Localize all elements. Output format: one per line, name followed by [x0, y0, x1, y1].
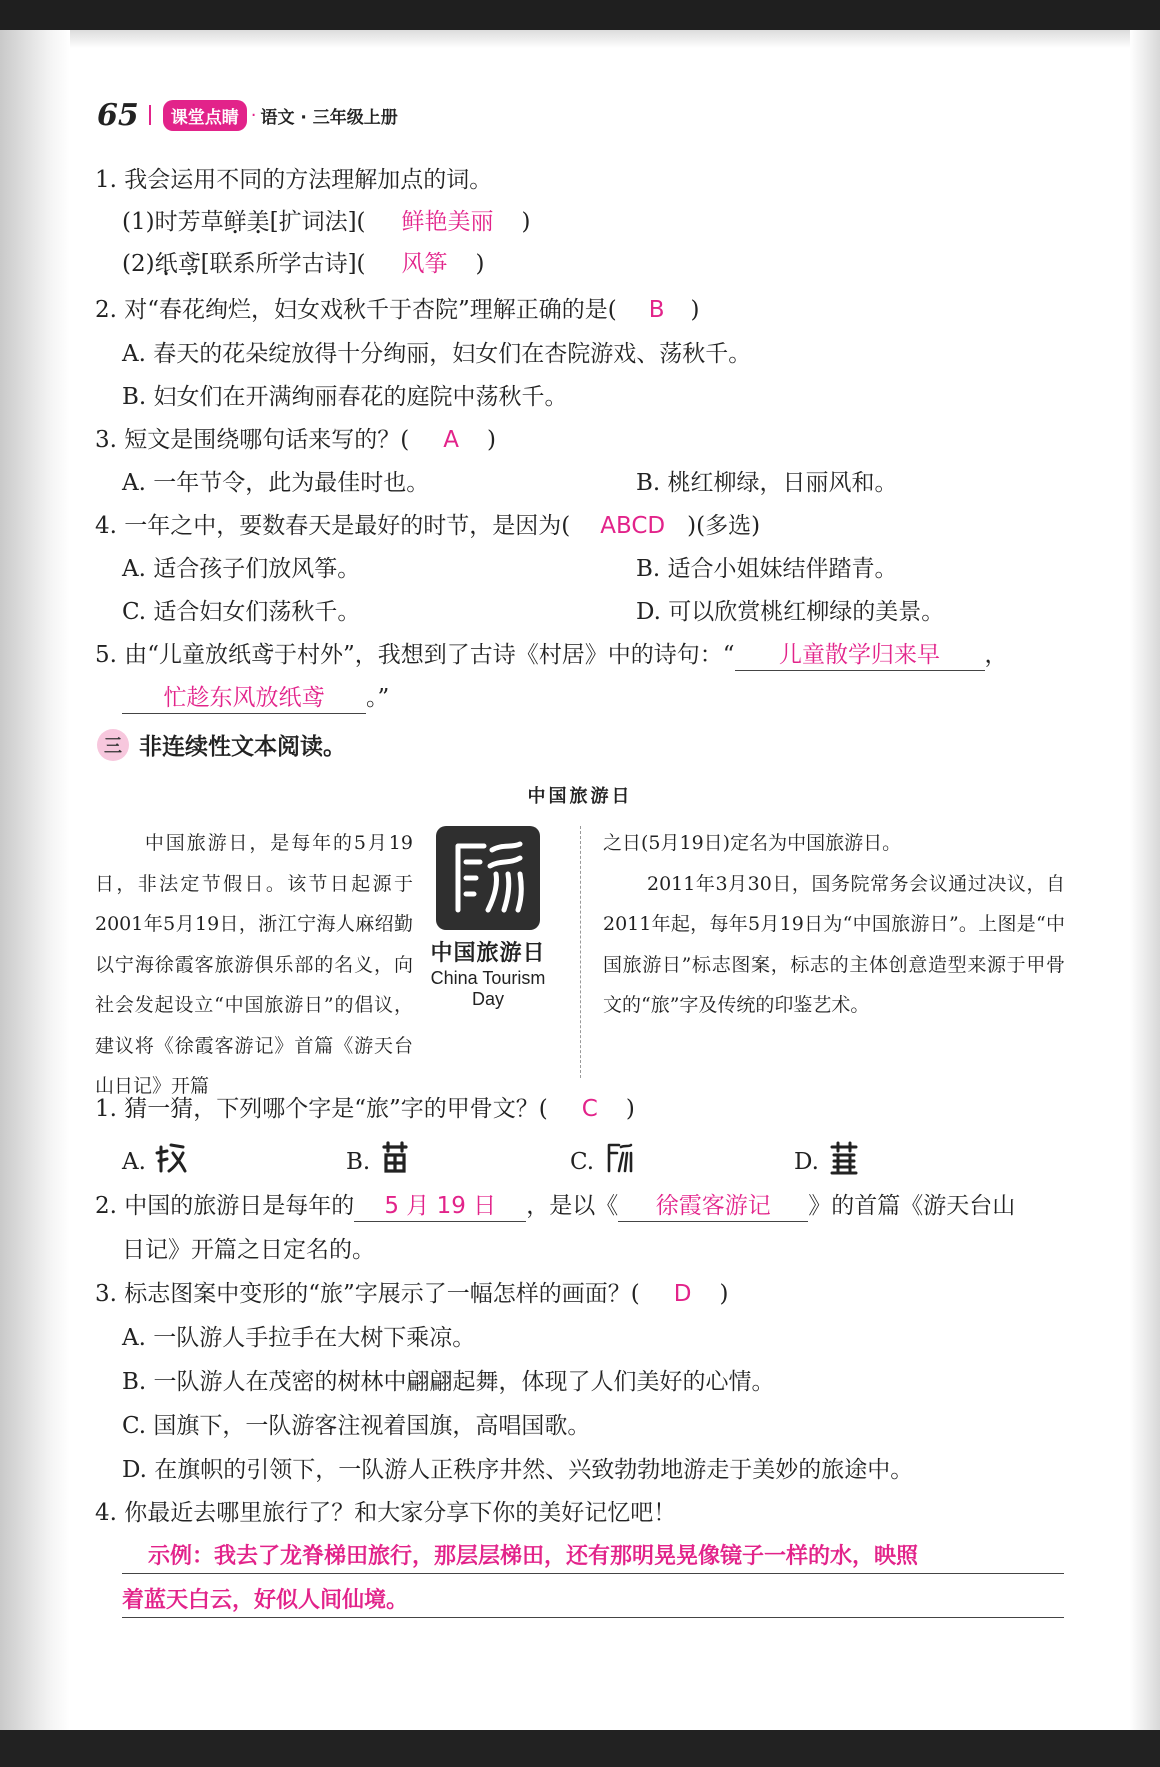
question-3-stem [95, 424, 496, 456]
q1-item1-method: [扩词法]( [269, 209, 366, 235]
oracle-char-c-icon [603, 1141, 633, 1175]
p3-q4-answer-text-2: 着蓝天白云，好似人间仙境。 [122, 1588, 409, 1613]
header-dot: · [250, 104, 257, 126]
p3-q2-line-2: 日记》开篇之日定名的。 [122, 1237, 375, 1263]
q2-close: ) [690, 297, 700, 323]
question-1-item-1 [122, 206, 531, 238]
question-2-stem [95, 294, 700, 326]
p3-q4-answer-line-2 [122, 1584, 1064, 1618]
q5-comma: ， [984, 642, 1008, 668]
q3-option-a: A. 一年节令，此为最佳时也。 [122, 470, 430, 496]
q3-option-b: B. 桃红柳绿，日丽风和。 [636, 470, 898, 496]
q2-option-a: A. 春天的花朵绽放得十分绚丽，妇女们在杏院游戏、荡秋千。 [122, 341, 752, 367]
p3-q2-blank-2: 徐霞客游记 [618, 1191, 808, 1222]
page-left-shadow [0, 30, 70, 1730]
p3-q3-stem-text: 3. 标志图案中变形的“旅”字展示了一幅怎样的画面？( [95, 1281, 640, 1307]
p3-q3-close: ) [719, 1281, 729, 1307]
p3-q1-option-b-label: B. [346, 1149, 371, 1175]
article-left-text: 中国旅游日，是每年的5月19日，非法定节假日。该节日起源于2001年5月19日，浙江宁海人麻绍勤以宁海徐霞客旅游俱乐部的名义，向社会发起设立“中国旅游日”的倡议，建议将《徐霞客游记》首篇《游天台山日记》开篇 [95, 832, 413, 1097]
p3-q2-post: 》的首篇《游天台山 [808, 1193, 1016, 1219]
header-divider [149, 105, 151, 125]
subject-label: 语文 · 三年级上册 [260, 107, 398, 128]
p3-q2-mid: ，是以《 [526, 1193, 619, 1219]
q4-stem-text: 4. 一年之中，要数春天是最好的时节，是因为( [95, 513, 571, 539]
article-right-text-1: 之日(5月19日)定名为中国旅游日。 [603, 832, 902, 854]
p3-q1-stem-text: 1. 猜一猜，下列哪个字是“旅”字的甲骨文？( [95, 1096, 548, 1122]
p3-q4-answer-line-1 [122, 1540, 1064, 1574]
q4-option-c: C. 适合妇女们荡秋千。 [122, 599, 361, 625]
oracle-char-a-icon [155, 1141, 187, 1175]
q4-option-b: B. 适合小姐妹结伴踏青。 [636, 556, 898, 582]
q4-answer: ABCD [600, 513, 666, 539]
p3-q1-option-a-label: A. [122, 1149, 146, 1175]
q5-answer-blank-2: 忙趁东风放纸鸢 [122, 683, 366, 714]
q5-answer-blank-1: 儿童散学归来早 [735, 640, 985, 671]
q5-stem-text: 5. 由“儿童放纸鸢于村外”，我想到了古诗《村居》中的诗句：“ [95, 642, 735, 668]
china-tourism-day-logo [418, 822, 558, 1009]
q3-answer: A [443, 427, 459, 453]
p3-question-4-stem: 4. 你最近去哪里旅行了？和大家分享下你的美好记忆吧！ [95, 1500, 677, 1526]
p3-q1-close: ) [625, 1096, 635, 1122]
article-right-column [603, 823, 1065, 1026]
p3-q1-answer: C [581, 1096, 598, 1122]
p3-q3-option-d: D. 在旗帜的引领下，一队游人正秩序井然、兴致勃勃地游走于美妙的旅途中。 [122, 1457, 914, 1483]
question-5-stem [95, 639, 1008, 671]
p3-q3-option-a: A. 一队游人手拉手在大树下乘凉。 [122, 1325, 476, 1351]
article-right-paragraph-2 [603, 864, 1065, 1026]
emphasized-char: 鸢 [177, 251, 201, 277]
series-badge: 课堂点睛 [163, 100, 247, 131]
question-4-stem [95, 510, 760, 542]
p3-q4-answer-text-1: 示例：我去了龙脊梯田旅行，那层层梯田，还有那明晃晃像镜子一样的水，映照 [148, 1544, 919, 1569]
q1-item1-prefix: (1)时芳草 [122, 209, 224, 235]
q5-close: 。” [366, 685, 390, 711]
article-left-column [95, 823, 413, 1097]
q4-option-d: D. 可以欣赏桃红柳绿的美景。 [636, 599, 945, 625]
column-divider [580, 826, 581, 1078]
q2-answer: B [648, 297, 665, 323]
q1-item1-close: ) [521, 209, 531, 235]
p3-q1-option-a [122, 1141, 187, 1178]
section-number: 三 [97, 729, 129, 761]
q4-close: )(多选) [687, 513, 761, 539]
q1-item2-prefix: (2) [122, 251, 155, 277]
p3-q2-pre: 2. 中国的旅游日是每年的 [95, 1193, 355, 1219]
question-1-stem: 1. 我会运用不同的方法理解加点的词。 [95, 167, 493, 193]
q1-item1-answer: 鲜艳美丽 [401, 209, 494, 235]
q1-item2-method: [联系所学古诗]( [200, 251, 366, 277]
p3-question-3-stem [95, 1278, 728, 1310]
q4-option-a: A. 适合孩子们放风筝。 [122, 556, 361, 582]
article-title: 中国旅游日 [527, 786, 633, 807]
p3-q1-option-c-label: C. [570, 1149, 595, 1175]
page-header [97, 95, 398, 135]
page-top-shadow [0, 30, 1160, 48]
p3-question-1-stem [95, 1093, 635, 1125]
emphasized-char: 鲜 [223, 209, 247, 235]
p3-q1-option-b [346, 1141, 410, 1178]
q2-option-b: B. 妇女们在开满绚丽春花的庭院中荡秋千。 [122, 384, 568, 410]
q1-item2-close: ) [475, 251, 485, 277]
p3-q1-option-d [794, 1141, 860, 1178]
page-right-shadow [1130, 30, 1160, 1730]
p3-question-2 [95, 1190, 1015, 1222]
oracle-glyph-icon [436, 826, 540, 930]
question-1-item-2 [122, 248, 485, 280]
logo-english-text: China Tourism Day [430, 968, 546, 1009]
q2-stem-text: 2. 对“春花绚烂，妇女戏秋千于杏院”理解正确的是( [95, 297, 617, 323]
question-5-line-2 [122, 682, 389, 714]
q3-close: ) [486, 427, 496, 453]
page-number: 65 [97, 97, 139, 133]
emphasized-char: 纸 [154, 251, 178, 277]
logo-chinese-text: 中国旅游日 [430, 941, 546, 966]
logo-seal-icon [436, 826, 540, 930]
oracle-char-d-icon [828, 1141, 860, 1175]
section-title: 非连续性文本阅读。 [139, 734, 346, 760]
oracle-char-b-icon [380, 1141, 410, 1175]
p3-q1-option-c [570, 1141, 633, 1178]
article-right-text-2: 2011年3月30日，国务院常务会议通过决议，自2011年起，每年5月19日为“中国旅游日”。上图是“中国旅游日”标志图案，标志的主体创意造型来源于甲骨文的“旅”字及传统的印鉴艺术。 [603, 872, 1065, 1016]
p3-q3-answer: D [673, 1281, 692, 1307]
p3-q3-option-b: B. 一队游人在茂密的树林中翩翩起舞，体现了人们美好的心情。 [122, 1369, 775, 1395]
section-3-heading [97, 728, 346, 761]
p3-q1-option-d-label: D. [794, 1149, 819, 1175]
emphasized-char: 美 [246, 209, 270, 235]
q3-stem-text: 3. 短文是围绕哪句话来写的？( [95, 427, 410, 453]
bottom-bar [0, 1730, 1160, 1767]
p3-q2-blank-1: 5 月 19 日 [354, 1191, 526, 1222]
q1-item2-answer: 风筝 [401, 251, 448, 277]
p3-q3-option-c: C. 国旗下，一队游客注视着国旗，高唱国歌。 [122, 1413, 591, 1439]
